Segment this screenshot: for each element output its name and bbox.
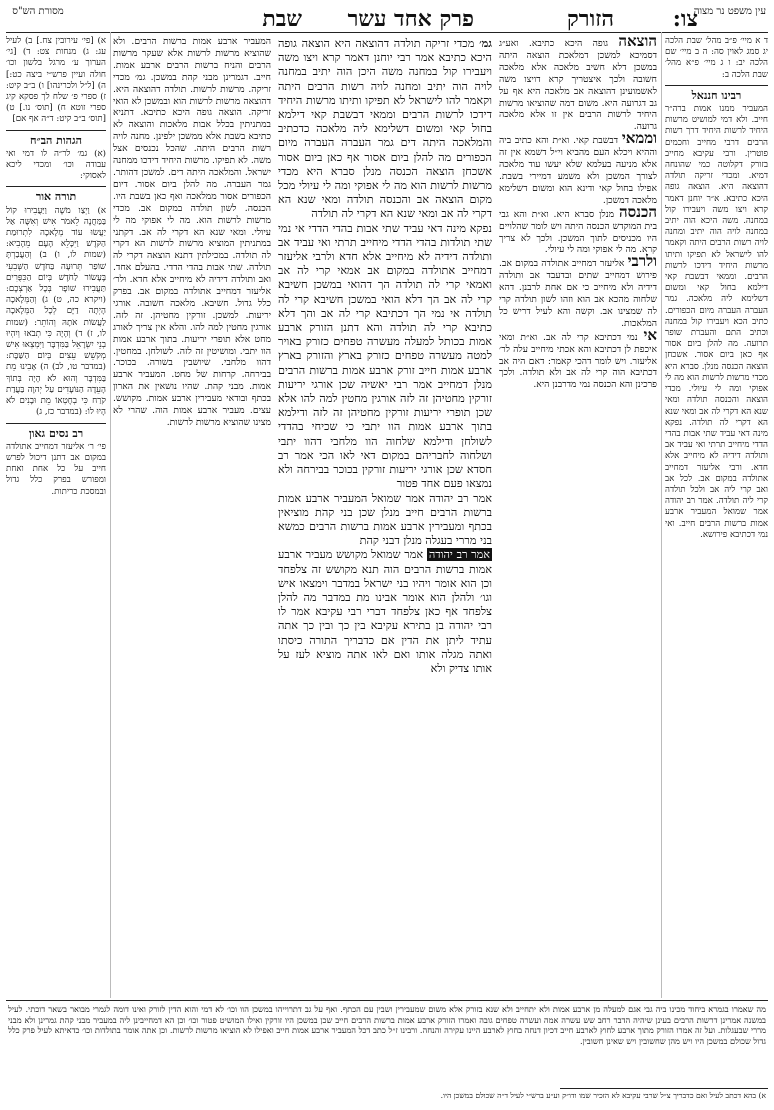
rabbeinu-chananel-title: רבינו חננאל [691, 88, 742, 102]
hagahot-text: (א) גמ׳ לר״ה לו דמי ואי עבודה וכו׳ ומכדי ליכא לאסוקי: [6, 148, 106, 182]
tosafot-paragraph-5 [499, 325, 657, 392]
gemara-tail: אמר שמואל מקושש מעביר ארבע אמות ברשות הרבים הוה תנא מקושש זה צלפחד וכן הוא אומר ויהיו בני ישראל במדבר וימצאו איש וגו׳ ולהלן הוא אומר אבינו מת במדבר מה להלן צלפחד אף כאן צלפחד דברי רבי עקיבא אמר לו רבי יהודה בן בתירא עקיבא בין כך ובין כך אתה עתיד ליתן את הדין אם כדבריך התורה כיסתו ואתה מגלה אותו ואם לאו אתה מוציא לעז על אותו צדיק ולא [278, 548, 492, 675]
rav-nissim-text: פי׳ ר׳ אליעזר דמחייב אתולדה במקום אב דתנן דיכול לפרש חייב על כל אחת ואחת ומפורש בפרק כלל גדול ובמסכת כריתות. [6, 441, 106, 497]
footnote-rule [560, 1088, 768, 1089]
page-number: צו: [672, 6, 698, 32]
tosafot-paragraph-2 [499, 129, 657, 206]
perek-number: פרק אחד עשר [347, 6, 474, 32]
tosafot-lead-4: ולרבי [627, 252, 657, 271]
tosafot-lead-5: אי [643, 325, 657, 344]
tosafot-paragraph-1 [499, 36, 657, 133]
perek-name: הזורק [567, 6, 614, 32]
ein-mishpat-heading: עין משפט נר מצוה [693, 6, 766, 17]
gemara-tail-paragraph [278, 548, 492, 676]
mesoret-heading: מסורת הש"ס [12, 6, 64, 17]
footer-rule [6, 1000, 768, 1001]
footnote: א) בהא דכתב לעיל ואם כדבריך צ״ל שרבי עקיבא לא הזכיר שמו ודו״ק וע״ע ברש״י לעיל ד״ה שכולם במשכן היו. [440, 1091, 766, 1100]
tosafot-text-5: נמי דכתיבא קרי לה אב. וא״ת ומאי איכפת לן דכתיבא והא אכתי מיחייב עלה לר׳ אליעזר. ויש לומר דהכי קאמר: דאם היה אב דכתיבא הוה קרי לה אב ולא תולדה. ולכך פרכינן והא הכנסה נמי מדרבנן היא. [499, 331, 657, 391]
rav-nissim-box [6, 423, 106, 498]
gemara-lead: גמ׳ [479, 36, 492, 50]
torah-or-box [6, 186, 106, 418]
masechet-name: שבת [262, 6, 302, 32]
mesoret-entries: א) [פי׳ עירובין צח.] ב) לעיל עג: ג) מנחות צט: ד) [גי׳ הערוך ע׳ מרגל בלשון וכו׳ חולה ועיין פרש״י ביצה כט:] ה) [ל״ל ולכרינהו] ו) ב״ב קיט: ז) ספרי פ׳ שלח לך פסקא קיג ספרי זוטא ח) [תוס׳ נו.] ט) [תוס׳ ב״ב קיט: ד״ה אף אם] [6, 36, 106, 125]
tosafot-paragraph-4 [499, 252, 657, 329]
gemara-mid: אמר רב יהודה אמר שמואל המעביר ארבע אמות ברשות הרבים חייב מנלן שכן בני קהת מוציאין בכתף ומעבירין ארבע אמות ברשות הרבים כמשא בני מררי בעגלה מנלן דבני קהת [278, 491, 492, 548]
divider [661, 32, 662, 998]
footer-commentary: מה שאמרו בגמרא ביחוד מכינו ביה גבי אגם למעלה מן ארבע אמות ולא יתחייב ולא שנא בזורק אלא משום שמעבירין ושבין עם הכתף. ואף על גב דתרוייהו במשכן הוו וכו׳ לא דמי והוא הדין לזורק ואינו דומה לגמרי מבואר בשאר דוכתי. לעיל במשנה אמרינן דרשות הרבים בעינן שיהיה הדבר רחב שש עשרה אמה ועשרה טפחים גובה ואמרו הזורק ארבע אמות ברשות הרבים חייב שכן במשכן היו זורקין ואילו המושיט פטור וכו׳ וכן הא דמחייבינן ליה במעביר מבני קהת גמרינן ולא מבני מררי שבעגלות. ועל זה אמרו הזורק מתוך ארבע לחוץ לארבע חייב דכיון דנחה בחוץ לארבע היינו עקירה והנחה. ורבינו ז״ל כתב דכל המעביר ארבע אמות חייב ואפילו לא הוציאו מרשות לרשות. וכן אתה אומר בתולדות וכו׳ כדאיתא לעיל פרק כלל גדול שכולם במשכן היו ויש מהן שחשובין ויש שאינן חשובין. [8, 1004, 766, 1046]
hagahot-box [6, 130, 106, 183]
hagahot-title: הגהות הב״ח [30, 133, 82, 147]
right-margin-column [665, 36, 768, 998]
gemara-intro-text: מכדי זריקה תולדה דהוצאה היא הוצאה גופה היכא כתיבא אמר רבי יוחנן דאמר קרא ויצו משה ויעבירו קול במחנה משה היכן הוה יתיב במחנה לויה הוה יתיב ומחנה לויה רשות הרבים היתה וקאמר להו לישראל לא תפיקו ותיתו מרשות היחיד דידכו לרשות הרבים וממאי דבשבת קאי דילמא בחול קאי ומשום דשלימא ליה מלאכה כדכתיב והמלאכה היתה דים גמר העברה העברה מיום הכפורים מה להלן ביום אסור אף כאן ביום אסור אשכחן הוצאה הכנסה מנלן סברא היא מכדי מרשות לרשות הוא מה לי אפוקי ומה לי עיולי מכל מקום הוצאה אב והכנסה תולדה ומאי שנא הא דקרי לה אב ומאי שנא הא דקרי לה תולדה [278, 37, 492, 221]
tosafot-lead-2: וממאי [621, 129, 657, 148]
gemara-body: נפקא מינה דאי עביד שתי אבות בהדי הדדי אי נמי שתי תולדות בהדי הדדי מיחייב תרתי ואי עביד אב ותולדה דידיה לא מיחייב אלא חדא ולרבי אליעזר דמחייב אתולדה במקום אב אמאי קרי לה אב ואמאי קרי לה תולדה הך דהואי במשכן חשיבא קרי לה אב הך דלא הואי במשכן חשיבא קרי לה תולדה אי נמי הך דכתיבא קרי לה אב והך דלא כתיבא קרי לה תולדה והא דתנן הזורק ארבע אמות בכותל למעלה מעשרה טפחים כזורק באויר למטה מעשרה טפחים כזורק בארץ והזורק בארץ ארבע אמות חייב זורק ארבע אמות ברשות הרבים מנלן דמחייב אמר רבי יאשיה שכן אורגי יריעות זורקין מחטיהן זה לזה אורגין מחטין למה להו אלא שכן תופרי יריעות זורקין מחטיהן זה לזה ודילמא בתוך ארבע אמות הוו יתבי כי שכיחי בהדדי לשולחן ודילמא שלחוה הוו מלחבי דהוו יתבי ושלחוה לחבריהם במקום דאי לאו הכי אמר רב חסדא שכן אורגי יריעות זורקין בכוכר בבירחה ולא נמצאו פעם אחד פטור [278, 221, 492, 491]
tosafot-lead-3: הכנסה [619, 202, 657, 221]
gemara-intro [278, 36, 492, 222]
tosafot-text-4: אליעזר דמחייב אתולדה במקום אב. פירוש דמחייב שתים ובדעבד אב ותולדה דידיה ולא מיחייב כי אם אחת לרבנן. דהא שלחוה מהכא אב הוא וזהו לשון תולדה קרי לה שמצינו אב. וקשה והא לעיל דריש כל המלאכות. [499, 258, 657, 329]
tosafot-paragraph-3 [499, 202, 657, 257]
divider [110, 32, 111, 998]
page-header [0, 6, 774, 32]
rabbeinu-chananel-box [665, 85, 768, 541]
torah-or-text: א) וַיְצַו מֹשֶׁה וַיַּעֲבִירוּ קוֹל בַּמַּחֲנֶה לֵאמֹר אִישׁ וְאִשָּׁה אַל יַעֲשׂוּ עוֹד מְלָאכָה לִתְרוּמַת הַקֹּדֶשׁ וַיִּכָּלֵא הָעָם מֵהָבִיא: (שמות לו, ו) ב) וְהַעֲבַרְתָּ שׁוֹפַר תְּרוּעָה בַּחֹדֶשׁ הַשְּׁבִעִי בֶּעָשׂוֹר לַחֹדֶשׁ בְּיוֹם הַכִּפֻּרִים תַּעֲבִירוּ שׁוֹפָר בְּכָל אַרְצְכֶם: (ויקרא כה, ט) ג) וְהַמְּלָאכָה הָיְתָה דַיָּם לְכָל הַמְּלָאכָה לַעֲשׂוֹת אֹתָהּ וְהוֹתֵר: (שמות לו, ז) ד) וְהָיָה כִּי תְבֹאוּ וְיִהְיוּ בְנֵי יִשְׂרָאֵל בַּמִּדְבָּר וַיִּמְצְאוּ אִישׁ מְקֹשֵׁשׁ עֵצִים בְּיוֹם הַשַּׁבָּת: (במדבר טו, לב) ה) אָבִינוּ מֵת בַּמִּדְבָּר וְהוּא לֹא הָיָה בְּתוֹךְ הָעֵדָה הַנּוֹעָדִים עַל יְהוָה בַּעֲדַת קֹרַח כִּי בְחֶטְאוֹ מֵת וּבָנִים לֹא הָיוּ לוֹ: (במדבר כז, ג) [6, 205, 106, 418]
ein-mishpat-entries: ד א מיי׳ פ״ב מהל׳ שבת הלכה יג סמג לאוין סה: ה ב מיי׳ שם הלכה יב: ו ג מיי׳ פ״א מהל׳ שבת הלכה ב: [665, 36, 768, 80]
rabbeinu-chananel-text: המעביר ממנו אמות ברה״ר חייב. ולא דמי למושיט מרשות היחיד לרשות היחיד דרך רשות הרבים דרבי מחייב וחכמים פוטרין. ורבי עקיבא מחייב בזורק דקלוטה כמי שהונחה דמיא. ומכדי זריקה תולדה דהוצאה היא. הוצאה גופה היכא כתיבא. א״ר יוחנן דאמר קרא ויצו משה ויעבירו קול במחנה. משה היכא הוה יתיב במחנה לויה הוה יתיב ומחנה לויה רשות הרבים היתה וקאמר להו לישראל לא תפיקו ותיתו מרשות היחיד דידכו לרשות הרבים. וממאי דבשבת קאי דילמא בחול קאי ומשום דשלימא ליה מלאכה. גמר העברה העברה מיום הכפורים. כתיב הכא ויעבירו קול במחנה וכתיב התם והעברת שופר תרועה. מה להלן ביום אסור אף כאן ביום אסור. אשכחן הוצאה הכנסה מנלן. סברא היא מכדי מרשות לרשות הוא מה לי אפוקי ומה לי עיולי. מכדי הוצאה והכנסה תולדה ומאי שנא הא דקרי לה אב ומאי שנא הא דקרי לה תולדה. נפקא מינה דאי עביד שתי אבות בהדי הדדי מיחייב תרתי ואי עביד אב ותולדה דידיה לא מיחייב אלא חדא. ורבי אליעזר דמחייב אתולדה במקום אב. לכל אב ואב קרי ליה אב ולכל תולדה קרי ליה תולדה. אמר רב יהודה אמר שמואל המעביר ארבע אמות ברשות הרבים חייב. ואי נמי דכתיבא פירושא. [665, 104, 768, 540]
tosafot-text-2: דבשבת קאי. וא״ת והא כתיב ביה וההיא ויכלא העם מהביא וי״ל דשמא אין זה אלא מניעה בעלמא שלא יעשו עוד מלאכה לצורך המשכן ולא משמע דמיירי בשבת. אפילו בחול קאי ודינא הוא ומשום דשלימא מלאכה דמשכן. [499, 135, 657, 206]
rashi-column [113, 36, 271, 998]
torah-or-title: תורה אור [35, 190, 77, 204]
rashi-text: המעביר ארבע אמות ברשות הרבים. ולא שהוציא מרשות לרשות אלא שעקר מרשות הרבים והניח ברשות הרבים ארבע אמות. חייב. דגמרינן מבני קהת במשכן. גמ׳ מכדי זריקה. מרשות לרשות. תולדה דהוצאה היא. דהוצאה מרשות לרשות הוא ובמשכן לא הואי זריקה. הוצאה גופה היכא כתיבא. דתניא במתניתין בכלל אבות מלאכות והוצאה לא כתיבא בשבת אלא ממשכן ילפינן. מחנה לויה רשות הרבים היתה. שהכל נכנסים אצל משה. לא תפיקו. מרשות היחיד דידכו ממחנה ישראל. והמלאכה היתה דים. למשכן דהותר. גמר העברה. מה להלן ביום אסור. דיום הכפורים אסור ממלאכה ואף כאן בשבת היו. הכנסה. לשון תולדה במקום אב. מכדי מרשות לרשות הוא. מה לי אפוקי מה לי עיולי. ומאי שנא הא דקרי לה אב. דקתני במתניתין המוציא מרשות לרשות הא דקרי לה תולדה. במכילתין דתנא הוצאה דקרי לה תולדה. שתי אבות בהדי הדדי. בהעלם אחד. ואב ותולדה דידיה לא מיחייב אלא חדא. ולר׳ אליעזר דמחייב אתולדה במקום אב. בפרק כלל גדול. חשיבא. מלאכה חשובה. אורגי יריעות. למשכן. זורקין מחטיהן. זה לזה. אורגין מחטין למה להו. והלא אין צריך לאורג מחט אלא תופרי יריעות. בתוך ארבע אמות הוו יתבי. ומושיטין זה לזה. לשולחן. במחטין. דהוו מלחבי. שיושבין בשורה. בכוכר. בבירחה. קרחות של מחט. המעביר ארבע אמות. מבני קהת. שהיו נושאין את הארון בכתף ובודאי מעבירין ארבע אמות. מקושש. עצים. מעביר ארבע אמות הוה. שהרי לא מצינו שהוציא מרשות לרשות. [113, 36, 271, 428]
highlighted-phrase[interactable]: אמר רב יהודה [428, 548, 491, 562]
rav-nissim-title: רב נסים גאון [28, 426, 84, 440]
gemara-column [278, 36, 492, 998]
tosafot-lead-1: הוצאה [618, 36, 657, 50]
header-rule [6, 32, 768, 33]
left-margin-column [6, 36, 106, 998]
tosafot-text-1: גופה היכא כתיבא. ואע״ג דסמיכא למשכן דמלאכת הוצאה היתה במשכן דלא חשיב מלאכה אלא מלאכה חשובה ולכך איצטריך קרא דויצו משה לאשמועינן דהוצאה אב מלאכה היא אף על גב דגרועה היא. משום דמה שהוציאו מרשות היחיד לרשות הרבים אין זו אלא מלאכה גרועה. [499, 38, 657, 133]
tosafot-column [499, 36, 657, 998]
tosafot-text-3: מנלן סברא היא. וא״ת והא גבי בית המוקדש הכנסה היתה ויש לומר שהלויים היו מכניסים לתוך המשכן. ולכך לא צריך קרא. מה לי אפוקי ומה לי עיולי. [499, 208, 657, 256]
